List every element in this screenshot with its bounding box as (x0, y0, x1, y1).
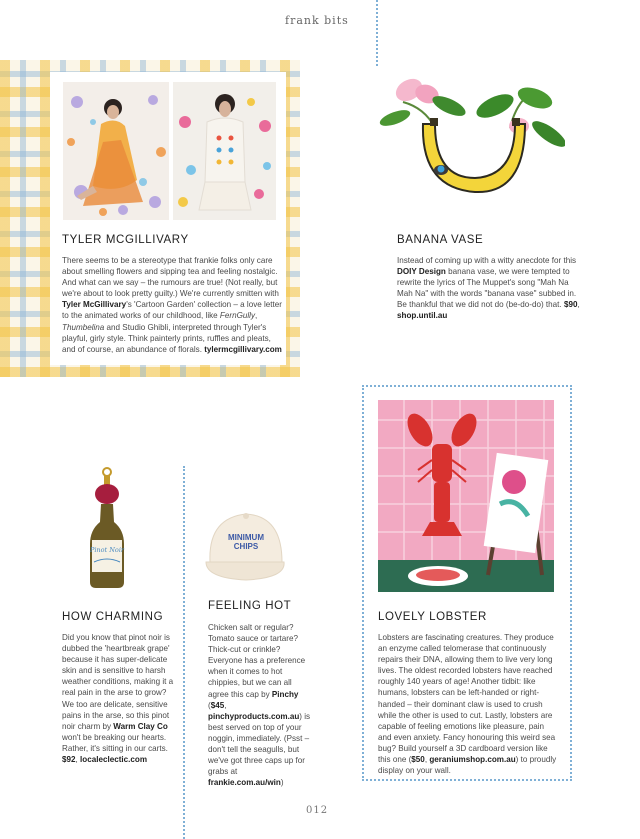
section-header: frank bits (285, 14, 349, 27)
lobster-title: LOVELY LOBSTER (378, 611, 487, 623)
text-run: Instead of coming up with a witty anecdote for this (397, 256, 577, 265)
tyler-photo-blazer (173, 82, 276, 220)
banana-title: BANANA VASE (397, 234, 484, 246)
text-run: $45 (210, 700, 225, 710)
divider-middle (183, 466, 185, 839)
banana-vase-image (365, 68, 565, 208)
tyler-title: TYLER MCGILLIVARY (62, 234, 189, 246)
text-run: There seems to be a stereotype that frankie folks only care about smelling flowers and sipping tea and feeling nostalgic. And what can we say – the rumours are true! (Not really, but we're about to look pretty guilty.) We're currently smitten with (62, 256, 279, 299)
text-run: Warm Clay Co (113, 721, 168, 731)
text-run: , (255, 311, 258, 321)
text-run: tylermcgillivary.com (204, 344, 282, 354)
text-run: Thumbelina (62, 322, 105, 332)
text-run: ( (208, 700, 211, 710)
text-run: $92 (62, 755, 76, 765)
divider-top (376, 0, 378, 66)
page-number: 012 (306, 805, 329, 816)
text-run: $50 (411, 755, 425, 765)
text-run: , (224, 700, 227, 710)
text-run: won't be breaking our hearts. Rather, it's sitting in our carts. (62, 732, 168, 753)
cap-title: FEELING HOT (208, 600, 292, 612)
text-run: Chicken salt or regular? Tomato sauce or tartare? Thick-cut or crinkle? Everyone has a preference when it comes to hot chippies, but we can all agree this cap by (208, 623, 306, 699)
charm-title: HOW CHARMING (62, 611, 164, 623)
text-run: , (75, 755, 81, 765)
tyler-body (62, 255, 284, 355)
text-run: DOIY Design (397, 267, 446, 277)
text-run: frankie.com.au/win (208, 778, 281, 788)
text-run: localeclectic.com (80, 755, 148, 765)
text-run: and Studio Ghibli, interpreted through Tyler's playful, girly style. Think painterly prints, ruffles and pleats, and of course, an abundance of florals. (62, 322, 271, 354)
text-run: ) to proudly display on your wall. (378, 755, 557, 776)
text-run: shop.until.au (397, 311, 448, 321)
text-run: ) is best served on top of your noggin, immediately. (Psst – don't tell the seagulls, but we've got three caps up for grabs at (208, 711, 311, 777)
text-run: Did you know that pinot noir is dubbed the 'heartbreak grape' because it has super-delicate skin and is sensitive to harsh weather conditions, making it a real pain in the arse to grow? We too are delicate, sensitive pains in the arse, so this pinot noir charm by (62, 633, 174, 731)
text-run: ) (280, 778, 284, 788)
cap-body (208, 622, 312, 788)
text-run: , (577, 300, 580, 310)
text-run: , (424, 755, 430, 765)
lobster-photo (378, 400, 554, 592)
charm-body (62, 632, 174, 765)
text-run: banana vase, we were tempted to rewrite the lyrics of The Muppet's song "Mah Na Mah Na" with the words "banana vase" subbed in. Be thankful that we did not do (be-do-do) that. (397, 267, 577, 310)
tyler-photo-dress (63, 82, 169, 220)
pinot-noir-charm-image (84, 464, 130, 592)
text-run: $90 (563, 300, 578, 310)
banana-body (397, 255, 580, 322)
text-run: geraniumshop.com.au (429, 755, 516, 765)
cap-text-line-2: CHIPS (233, 542, 259, 551)
text-run: FernGully (219, 311, 256, 321)
text-run: Pinchy (271, 689, 299, 699)
cap-text-line-1: MINIMUM (228, 533, 264, 542)
text-run: Lobsters are fascinating creatures. They produce an enzyme called telomerase that continuously repairs their DNA, allowing them to live very long lives. The oldest recorded lobsters have reached roughly 140 years of age! Another tidbit: like humans, lobsters can be left-handed or right-handed – their dominant claw is used to crush while the other is used to cut. Lastly, lobsters are capable of feeling emotions like pleasure, pain and even anxiety. Fancy honouring this weird sea bug? Build yourself a 3D cardboard version like this one ( (378, 633, 556, 765)
bottle-label-text: Pinot Noir (89, 546, 125, 554)
lobster-body (378, 632, 558, 776)
text-run: pinchyproducts.com.au (208, 711, 300, 721)
text-run: 's 'Cartoon Garden' collection – a love letter to the animated works of our childhood, like (62, 300, 282, 321)
minimum-chips-cap-image (202, 506, 288, 586)
text-run: Tyler McGillivary (62, 300, 127, 310)
